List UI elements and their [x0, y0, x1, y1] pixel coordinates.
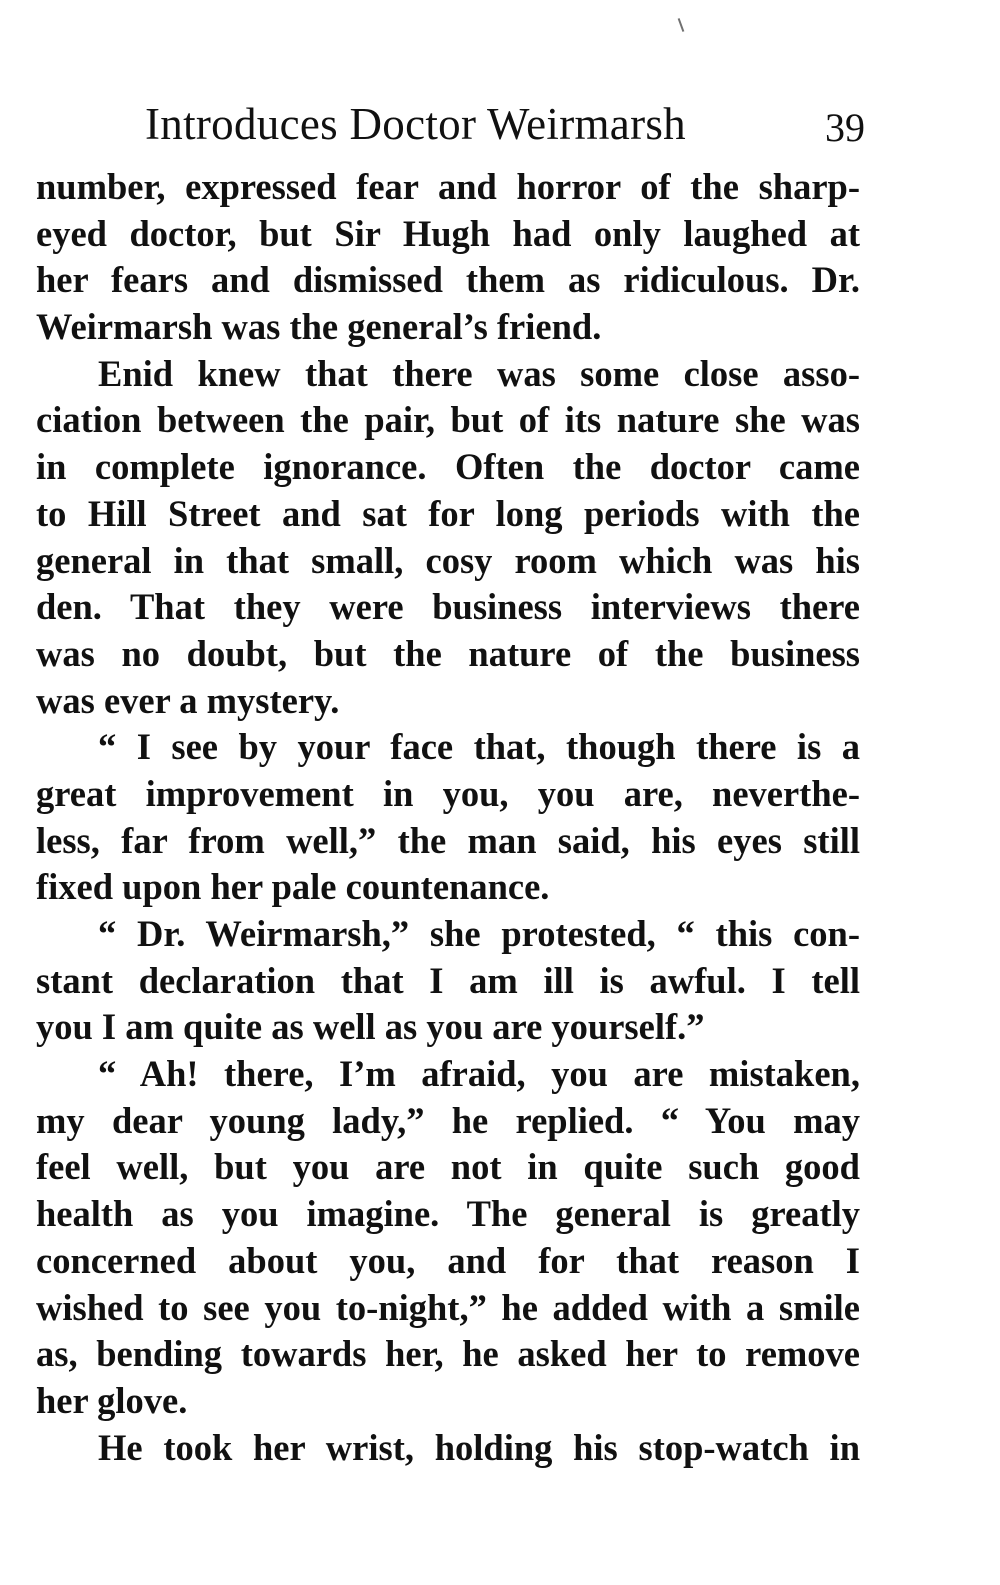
text-line: you I am quite as well as you are yourself.”	[36, 1006, 705, 1048]
text-line: health as you imagine. The general is greatly	[36, 1193, 860, 1235]
text-line: Enid knew that there was some close asso-	[98, 352, 860, 394]
text-line: stant declaration that I am ill is awful. I tell	[36, 959, 860, 1001]
text-line: Weirmarsh was the general’s friend.	[36, 306, 602, 348]
page-number: 39	[825, 105, 865, 150]
text-line: to Hill Street and sat for long periods with the	[36, 492, 860, 534]
text-line: was ever a mystery.	[36, 679, 340, 721]
text-line: den. That they were business interviews there	[36, 586, 860, 628]
text-line: as, bending towards her, he asked her to remove	[36, 1333, 860, 1375]
text-line: my dear young lady,” he replied. “ You may	[36, 1099, 860, 1141]
text-line: fixed upon her pale countenance.	[36, 866, 550, 908]
text-line: feel well, but you are not in quite such good	[36, 1146, 860, 1188]
text-line: “ I see by your face that, though there is a	[98, 726, 860, 768]
text-line: “ Dr. Weirmarsh,” she protested, “ this con-	[98, 913, 860, 954]
text-line: was no doubt, but the nature of the business	[36, 632, 860, 674]
text-line: her fears and dismissed them as ridiculous. Dr.	[36, 259, 860, 301]
text-line: in complete ignorance. Often the doctor came	[36, 446, 860, 488]
text-line: general in that small, cosy room which was his	[36, 539, 860, 581]
text-line: ciation between the pair, but of its nature she was	[36, 399, 860, 441]
running-title: Introduces Doctor Weirmarsh	[145, 99, 686, 149]
body-text	[36, 164, 860, 1471]
running-head	[145, 96, 865, 156]
text-line: less, far from well,” the man said, his eyes still	[36, 819, 860, 861]
text-line: her glove.	[36, 1379, 188, 1421]
text-line: wished to see you to-night,” he added with a smile	[36, 1286, 860, 1328]
print-speck	[678, 18, 685, 32]
text-line: concerned about you, and for that reason I	[36, 1239, 860, 1281]
text-line: eyed doctor, but Sir Hugh had only laughed at	[36, 212, 860, 254]
text-line: number, expressed fear and horror of the sharp-	[36, 166, 860, 207]
text-line: “ Ah! there, I’m afraid, you are mistaken,	[98, 1053, 860, 1095]
text-line: great improvement in you, you are, neverthe-	[36, 772, 860, 814]
text-line: He took her wrist, holding his stop-watch in	[98, 1426, 860, 1468]
